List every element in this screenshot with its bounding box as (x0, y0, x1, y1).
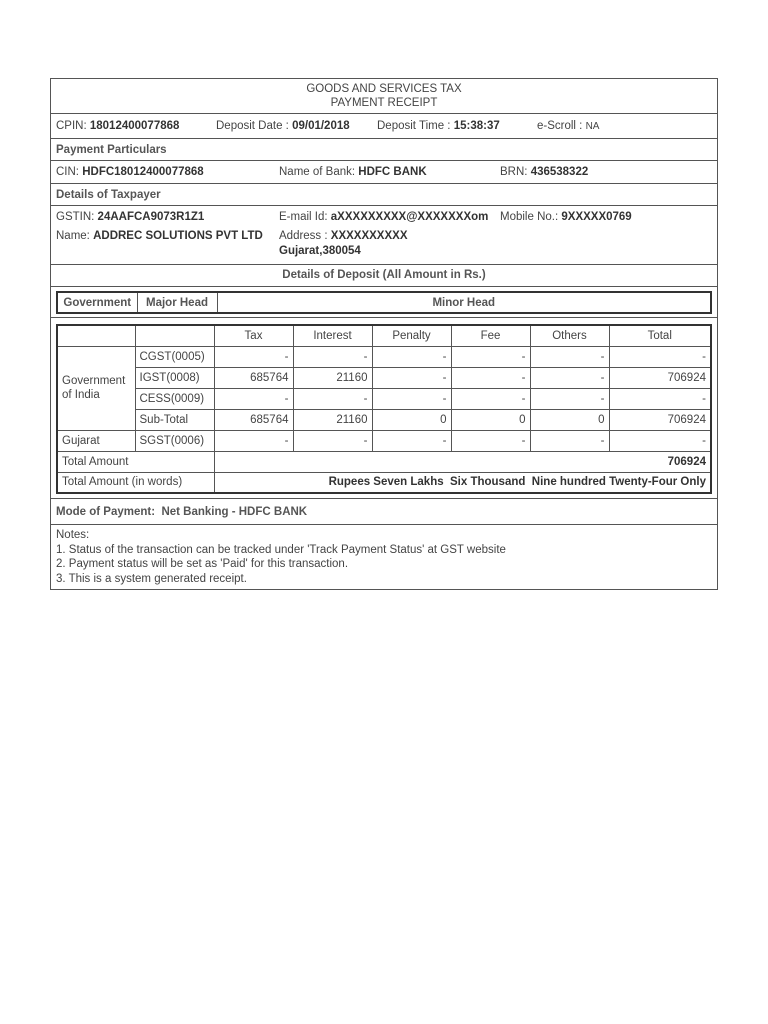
note-item: 1. Status of the transaction can be tracked under 'Track Payment Status' at GST website (56, 543, 506, 556)
column-header-row (57, 325, 711, 346)
cell: - (451, 346, 530, 367)
cell: 0 (530, 409, 609, 430)
table-row (57, 388, 711, 409)
head-government: Government (57, 292, 137, 313)
payment-particulars-row (51, 161, 717, 184)
gstin: GSTIN: 24AAFCA9073R1Z1 (56, 211, 205, 223)
taxpayer-heading: Details of Taxpayer (51, 184, 717, 206)
row-head: CGST(0005) (135, 346, 214, 367)
blank-cell (135, 325, 214, 346)
row-head: CESS(0009) (135, 388, 214, 409)
head-table (56, 291, 712, 314)
table-row (57, 367, 711, 388)
cell: - (293, 430, 372, 451)
note-item: 3. This is a system generated receipt. (56, 572, 247, 585)
cell: - (530, 430, 609, 451)
cell: - (609, 346, 711, 367)
cell: - (609, 430, 711, 451)
cell: - (451, 388, 530, 409)
address-line-2: Gujarat,380054 (279, 245, 361, 257)
cell: - (293, 346, 372, 367)
cell: - (372, 367, 451, 388)
cell: - (609, 388, 711, 409)
cell: - (372, 388, 451, 409)
mode-of-payment (51, 499, 717, 525)
receipt-title (51, 79, 717, 114)
cell: 706924 (609, 409, 711, 430)
col-penalty: Penalty (372, 325, 451, 346)
cell: 706924 (609, 367, 711, 388)
gujarat-cell: Gujarat (57, 430, 135, 451)
gov-india-cell: Government of India (57, 346, 135, 430)
total-value: 706924 (214, 451, 711, 472)
deposit-time: Deposit Time : 15:38:37 (377, 120, 500, 132)
cell: 685764 (214, 367, 293, 388)
deposit-table (56, 324, 712, 494)
cpin-row (51, 114, 717, 139)
total-row (57, 451, 711, 472)
total-label: Total Amount (57, 451, 214, 472)
cpin: CPIN: 18012400077868 (56, 120, 180, 132)
mode-value: Net Banking - HDFC BANK (161, 505, 308, 518)
notes-heading: Notes: (56, 529, 90, 541)
head-major: Major Head (137, 292, 217, 313)
payment-receipt (50, 78, 718, 590)
bank-name: Name of Bank: HDFC BANK (279, 166, 427, 178)
head-table-wrap (51, 287, 717, 318)
row-head: Sub-Total (135, 409, 214, 430)
row-head: IGST(0008) (135, 367, 214, 388)
total-words-label: Total Amount (in words) (57, 472, 214, 493)
cell: - (451, 430, 530, 451)
deposit-date: Deposit Date : 09/01/2018 (216, 120, 350, 132)
head-minor: Minor Head (217, 292, 711, 313)
col-others: Others (530, 325, 609, 346)
cin: CIN: HDFC18012400077868 (56, 166, 204, 178)
cell: - (372, 346, 451, 367)
col-interest: Interest (293, 325, 372, 346)
table-row (57, 409, 711, 430)
taxpayer-name: Name: ADDREC SOLUTIONS PVT LTD (56, 230, 263, 242)
cell: - (530, 388, 609, 409)
row-head: SGST(0006) (135, 430, 214, 451)
cell: 21160 (293, 367, 372, 388)
cell: - (451, 367, 530, 388)
deposit-heading: Details of Deposit (All Amount in Rs.) (51, 265, 717, 287)
cell: 685764 (214, 409, 293, 430)
cell: - (372, 430, 451, 451)
cell: - (214, 388, 293, 409)
title-line-1: GOODS AND SERVICES TAX (306, 83, 462, 95)
address: Address : XXXXXXXXXX (279, 230, 408, 242)
cell: - (530, 346, 609, 367)
mobile: Mobile No.: 9XXXXX0769 (500, 211, 632, 223)
notes (51, 525, 717, 589)
note-item: 2. Payment status will be set as 'Paid' for this transaction. (56, 558, 349, 570)
taxpayer-details (51, 206, 717, 265)
cell: - (530, 367, 609, 388)
deposit-table-wrap (51, 318, 717, 498)
cell: - (214, 430, 293, 451)
cell: - (293, 388, 372, 409)
col-tax: Tax (214, 325, 293, 346)
total-words-row (57, 472, 711, 493)
title-line-2: PAYMENT RECEIPT (330, 97, 438, 109)
email: E-mail Id: aXXXXXXXXX@XXXXXXXom (279, 211, 489, 223)
blank-cell (57, 325, 135, 346)
col-total: Total (609, 325, 711, 346)
cell: 0 (372, 409, 451, 430)
table-row (57, 346, 711, 367)
deposit-section (51, 265, 717, 499)
payment-particulars-heading: Payment Particulars (51, 139, 717, 161)
table-row (57, 430, 711, 451)
cell: 21160 (293, 409, 372, 430)
cell: - (214, 346, 293, 367)
brn: BRN: 436538322 (500, 166, 589, 178)
e-scroll: e-Scroll : NA (537, 120, 600, 132)
col-fee: Fee (451, 325, 530, 346)
cell: 0 (451, 409, 530, 430)
total-words-value: Rupees Seven Lakhs Six Thousand Nine hundred Twenty-Four Only (214, 472, 711, 493)
mode-label: Mode of Payment: (56, 505, 156, 518)
